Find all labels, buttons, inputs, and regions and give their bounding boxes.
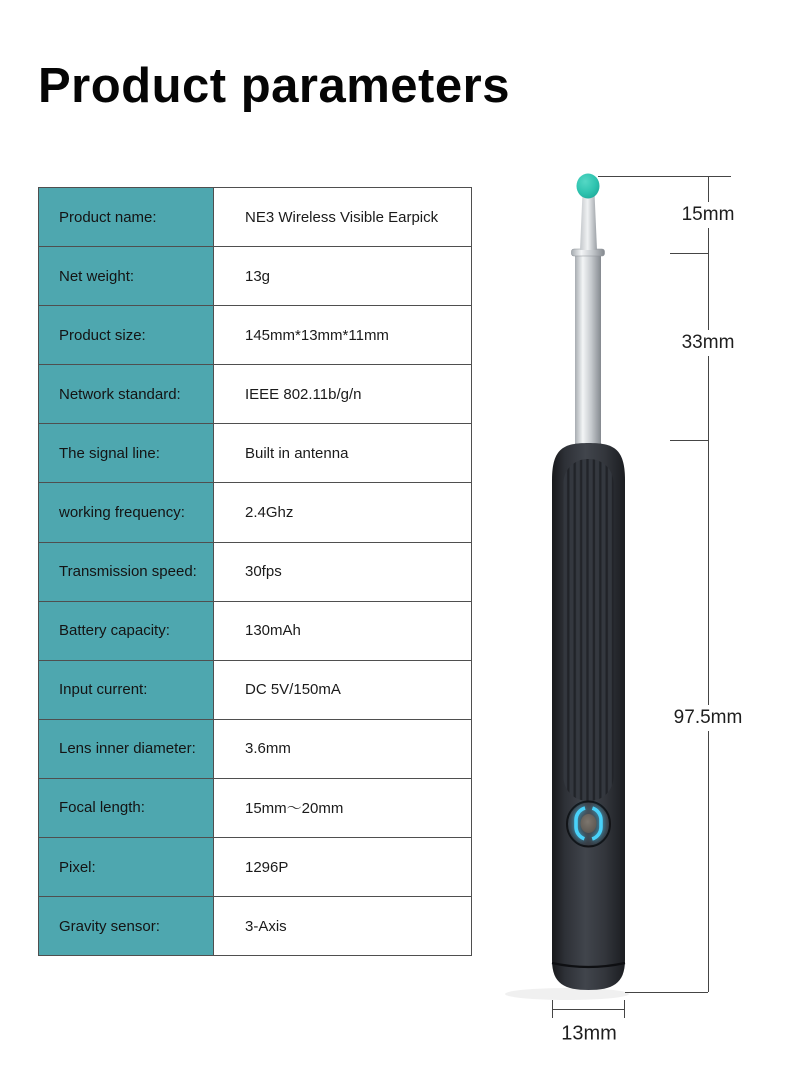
spec-label: Gravity sensor: xyxy=(39,897,214,956)
spec-label: Product name: xyxy=(39,188,214,247)
dim-tick-33-97 xyxy=(670,440,708,441)
spec-label: Battery capacity: xyxy=(39,601,214,660)
tip-ball xyxy=(577,174,600,199)
dim-tick-15-33 xyxy=(670,253,708,254)
ground-shadow xyxy=(505,988,629,1000)
button-knob xyxy=(581,814,597,833)
dim-line-vertical xyxy=(708,176,709,992)
spec-value: 30fps xyxy=(214,542,472,601)
spec-label: Focal length: xyxy=(39,778,214,837)
dim-label-body: 97.5mm xyxy=(671,705,746,731)
dim-label-shaft: 33mm xyxy=(679,330,738,356)
device-cone xyxy=(580,193,597,250)
spec-label: Network standard: xyxy=(39,365,214,424)
spec-value: NE3 Wireless Visible Earpick xyxy=(214,188,472,247)
spec-label: Product size: xyxy=(39,306,214,365)
dim-line-bottom xyxy=(625,992,708,993)
spec-label: Pixel: xyxy=(39,838,214,897)
spec-label: working frequency: xyxy=(39,483,214,542)
shaft-collar xyxy=(572,249,605,256)
earpick-device-illustration xyxy=(495,165,695,1025)
spec-label: Input current: xyxy=(39,660,214,719)
spec-value: 130mAh xyxy=(214,601,472,660)
device-shaft xyxy=(575,250,601,448)
spec-label: Lens inner diameter: xyxy=(39,719,214,778)
record-button xyxy=(567,802,610,847)
dim-label-tip: 15mm xyxy=(679,202,738,228)
spec-value: DC 5V/150mA xyxy=(214,660,472,719)
width-dim-line xyxy=(552,1009,625,1010)
spec-value: IEEE 802.11b/g/n xyxy=(214,365,472,424)
spec-value: 1296P xyxy=(214,838,472,897)
spec-value: 13g xyxy=(214,247,472,306)
spec-value: 145mm*13mm*11mm xyxy=(214,306,472,365)
page-title: Product parameters xyxy=(38,59,510,113)
dim-line-top xyxy=(598,176,731,177)
spec-label: The signal line: xyxy=(39,424,214,483)
spec-label: Transmission speed: xyxy=(39,542,214,601)
spec-value: 15mm～20mm xyxy=(214,778,472,837)
spec-value: 3-Axis xyxy=(214,897,472,956)
spec-value: Built in antenna xyxy=(214,424,472,483)
width-dim-tick-left xyxy=(552,1000,553,1018)
spec-label: Net weight: xyxy=(39,247,214,306)
width-dim-tick-right xyxy=(624,1000,625,1018)
spec-value: 2.4Ghz xyxy=(214,483,472,542)
spec-value: 3.6mm xyxy=(214,719,472,778)
dim-label-width: 13mm xyxy=(561,1022,617,1045)
grip-ridges xyxy=(564,459,614,801)
